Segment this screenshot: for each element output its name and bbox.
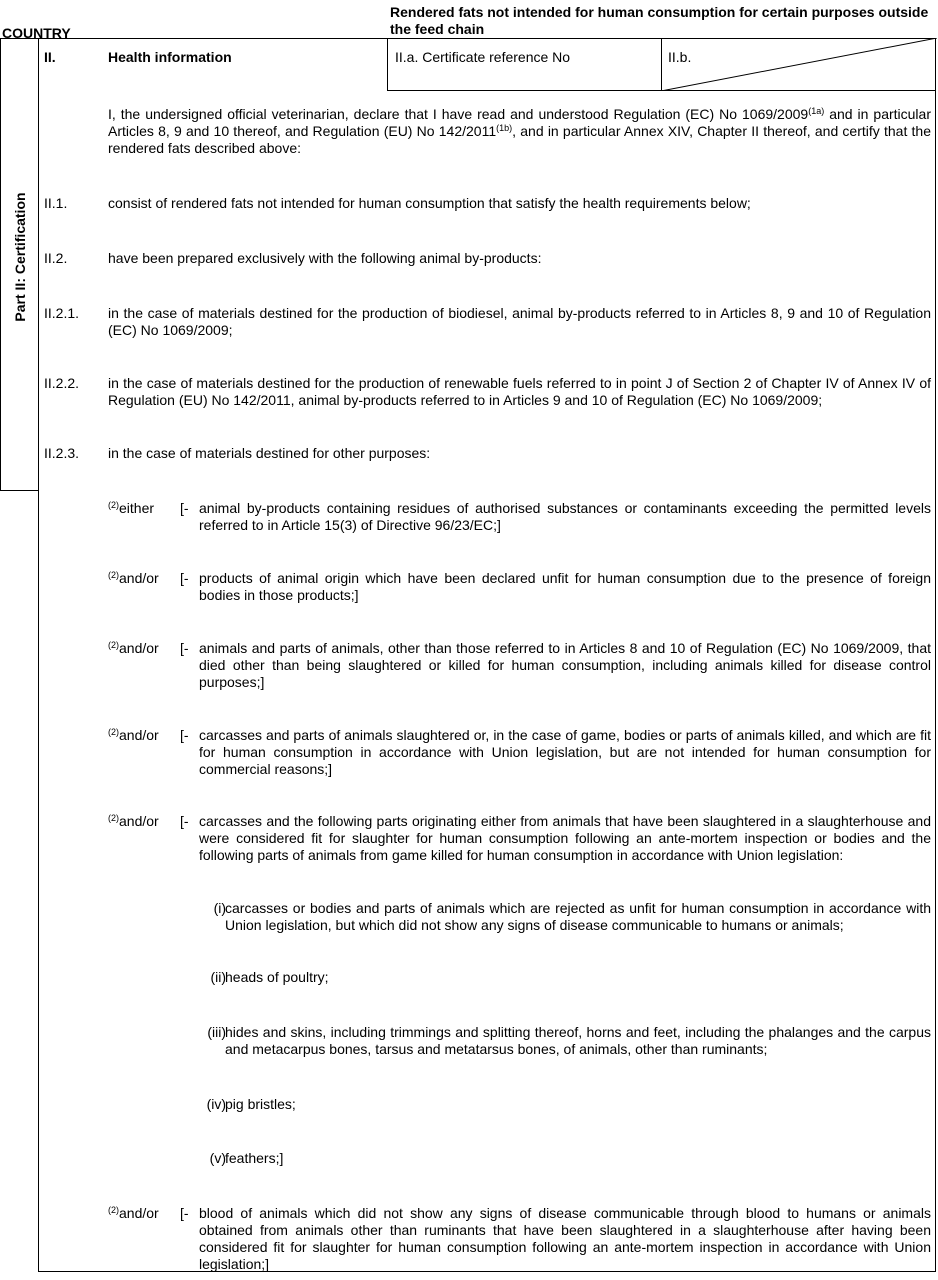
subitem-text: carcasses or bodies and parts of animals which are rejected as unfit for human consumption in accordance with Union legislation, but which did not show any signs of disease communicable to humans or animals; xyxy=(225,900,931,933)
option-bracket: [- xyxy=(180,500,189,516)
subitem-number: (v) xyxy=(209,1150,226,1166)
section-title: Health information xyxy=(108,49,232,65)
option-label: $^{(2)}$either xyxy=(108,500,155,516)
section-number: II. xyxy=(44,49,56,65)
item-number: II.2.2. xyxy=(44,375,80,391)
subitem-number: (ii) xyxy=(210,969,226,985)
certificate-reference-label: II.a. Certificate reference No xyxy=(395,49,571,65)
subitem-text: hides and skins, including trimmings and splitting thereof, horns and feet, including the phalanges and the carpus and metacarpus bones, tarsus and metatarsus bones, of animals, other than ruminants; xyxy=(225,1024,931,1057)
declaration-paragraph: I, the undersigned official veterinarian, declare that I have read and understood Regulation (EC) No $1069/2009^{(1a)}$ and in particular Articles 8, 9 and 10 thereof, and Regulation (EU) No $142/2011^{(1b)}$, and in particular Annex XIV, Chapter II thereof, and certify that the rendered fats described above: xyxy=(108,106,931,156)
option-bracket: [- xyxy=(180,640,189,656)
option-bracket: [- xyxy=(180,727,189,743)
option-label: $^{(2)}$and/or xyxy=(108,570,159,586)
option-label: $^{(2)}$and/or xyxy=(108,727,159,743)
subitem-text: feathers;] xyxy=(225,1150,284,1166)
option-text: animals and parts of animals, other than those referred to in Articles 8 and 10 of Regulation (EC) No 1069/2009, that died other than being slaughtered or killed for human consumption, including animals killed for disease control purposes;] xyxy=(199,640,931,690)
option-label: $^{(2)}$and/or xyxy=(108,640,159,656)
subitem-number: (i) xyxy=(213,900,226,916)
option-label: $^{(2)}$and/or xyxy=(108,1205,159,1221)
item-text: in the case of materials destined for the production of biodiesel, animal by-products referred to in Articles 8, 9 and 10 of Regulation (EC) No 1069/2009; xyxy=(108,305,931,338)
item-number: II.2. xyxy=(44,250,68,266)
header-divider-left xyxy=(387,38,388,91)
item-number: II.2.3. xyxy=(44,445,80,461)
section-iib-label: II.b. xyxy=(668,49,692,65)
item-text: have been prepared exclusively with the following animal by-products: xyxy=(108,250,542,266)
option-bracket: [- xyxy=(180,1205,189,1221)
diagonal-strike xyxy=(661,38,937,91)
subitem-text: heads of poultry; xyxy=(225,969,329,985)
option-bracket: [- xyxy=(180,813,189,829)
option-text: carcasses and the following parts originating either from animals that have been slaughtered in a slaughterhouse and were considered fit for slaughter for human consumption following an ante-mortem inspection or bodies and the following parts of animals from game killed for human consumption in accordance with Union legislation: xyxy=(199,813,931,863)
item-number: II.2.1. xyxy=(44,305,80,321)
subitem-number: (iv) xyxy=(206,1096,226,1112)
item-text: in the case of materials destined for the production of renewable fuels referred to in point J of Section 2 of Chapter IV of Annex IV of Regulation (EU) No 142/2011, animal by-products referred to in Articles 9 and 10 of Regulation (EC) No 1069/2009; xyxy=(108,375,931,408)
option-text: products of animal origin which have been declared unfit for human consumption due to the presence of foreign bodies in those products;] xyxy=(199,570,931,603)
option-label: $^{(2)}$and/or xyxy=(108,813,159,829)
document-title: Rendered fats not intended for human consumption for certain purposes outside the feed chain xyxy=(390,4,929,37)
option-text: carcasses and parts of animals slaughtered or, in the case of game, bodies or parts of animals killed, and which are fit for human consumption in accordance with Union legislation, but are not intended for human consumption for commercial reasons;] xyxy=(199,727,931,777)
item-number: II.1. xyxy=(44,195,68,211)
country-label: COUNTRY xyxy=(2,25,71,41)
item-text: consist of rendered fats not intended for human consumption that satisfy the health requirements below; xyxy=(108,195,751,211)
option-text: blood of animals which did not show any signs of disease communicable through blood to humans or animals obtained from animals other than ruminants that have been slaughtered in a slaughterhouse after having been considered fit for slaughter for human consumption following an ante-mortem inspection in accordance with Union legislation;] xyxy=(199,1205,931,1272)
side-label: Part II: Certification xyxy=(12,192,28,322)
subitem-number: (iii) xyxy=(207,1024,226,1040)
option-bracket: [- xyxy=(180,570,189,586)
subitem-text: pig bristles; xyxy=(225,1096,296,1112)
option-text: animal by-products containing residues of authorised substances or contaminants exceeding the permitted levels referred to in Article 15(3) of Directive 96/23/EC;] xyxy=(199,500,931,533)
item-text: in the case of materials destined for other purposes: xyxy=(108,445,431,461)
